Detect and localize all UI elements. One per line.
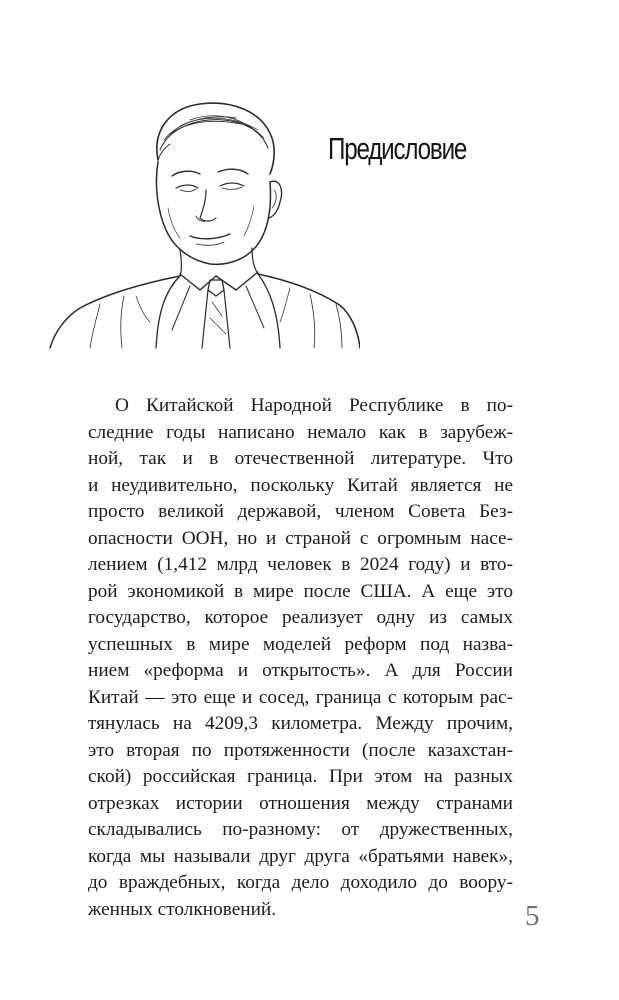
text-line: рой экономикой в мире после США. А еще это xyxy=(88,580,513,602)
text-line: просто великой державой, членом Совета Без- xyxy=(88,501,513,522)
text-line: О Китайской Народной Республике в по- xyxy=(115,395,513,416)
page-number: 5 xyxy=(525,900,540,932)
text-line: государство, которое реализует одну из самых xyxy=(88,607,513,628)
body-paragraph xyxy=(88,393,513,923)
chapter-title: Предисловие xyxy=(328,131,467,166)
text-line: и неудивительно, поскольку Китай является не xyxy=(88,474,513,496)
text-line: опасности ООН, но и страной с огромным насе- xyxy=(88,527,513,549)
text-line: Китай — это еще и сосед, граница с которым рас- xyxy=(88,686,513,708)
portrait-sketch-icon xyxy=(40,90,360,350)
text-line: складывались по-разному: от дружественных, xyxy=(88,819,513,840)
text-line: нием «реформа и открытость». А для России xyxy=(88,660,513,681)
text-line: это вторая по протяженности (после казахстан- xyxy=(88,739,513,761)
text-line: отрезках истории отношения между странами xyxy=(88,792,513,814)
text-line: ской) российская граница. При этом на разных xyxy=(88,766,513,787)
text-line: ной, так и в отечественной литературе. Что xyxy=(88,448,513,469)
text-line: женных столкновений. xyxy=(88,898,277,920)
text-line: успешных в мире моделей реформ под назва- xyxy=(88,633,513,655)
text-line: следние годы написано немало как в зарубеж- xyxy=(88,421,513,443)
text-line: лением (1,412 млрд человек в 2024 году) и вто- xyxy=(88,554,513,575)
text-line: когда мы называли друг друга «братьями навек», xyxy=(88,845,513,867)
text-line: тянулась на 4209,3 километра. Между прочим, xyxy=(88,713,513,734)
text-line: до враждебных, когда дело доходило до воору- xyxy=(88,872,513,893)
